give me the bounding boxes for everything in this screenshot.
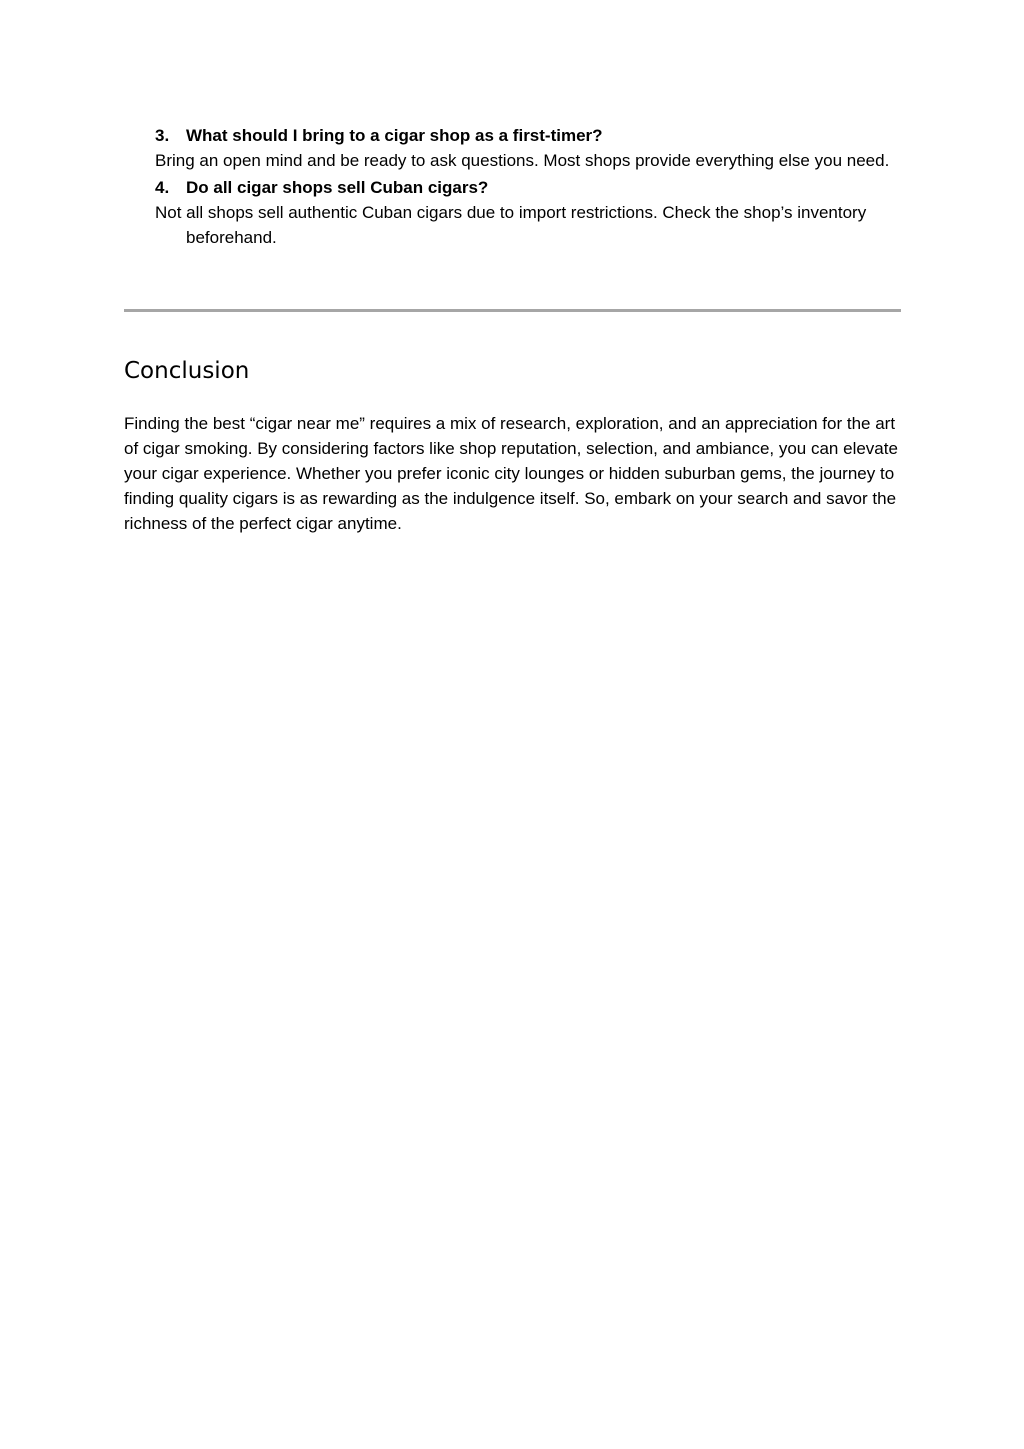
faq-question-text: Do all cigar shops sell Cuban cigars? xyxy=(186,178,489,197)
faq-number: 4. xyxy=(155,178,170,197)
faq-number: 3. xyxy=(155,126,170,145)
faq-item xyxy=(155,175,900,250)
faq-question xyxy=(155,123,900,148)
conclusion-paragraph: Finding the best “cigar near me” requires a mix of research, exploration, and an appreciation for the art of cigar smoking. By considering factors like shop reputation, selection, and ambiance, you can elevate your cigar experience. Whether you prefer iconic city lounges or hidden suburban gems, the journey to finding quality cigars is as rewarding as the indulgence itself. So, embark on your search and savor the richness of the perfect cigar anytime. xyxy=(124,414,898,533)
faq-list xyxy=(155,123,900,252)
faq-answer: Not all shops sell authentic Cuban cigars due to import restrictions. Check the shop’s inventory beforehand. xyxy=(155,203,867,247)
conclusion-heading: Conclusion xyxy=(124,358,250,384)
section-divider xyxy=(124,309,901,312)
faq-question-text: What should I bring to a cigar shop as a first-timer? xyxy=(186,126,603,145)
faq-question xyxy=(155,175,900,200)
faq-item xyxy=(155,123,900,173)
faq-answer: Bring an open mind and be ready to ask questions. Most shops provide everything else you need. xyxy=(155,151,890,170)
